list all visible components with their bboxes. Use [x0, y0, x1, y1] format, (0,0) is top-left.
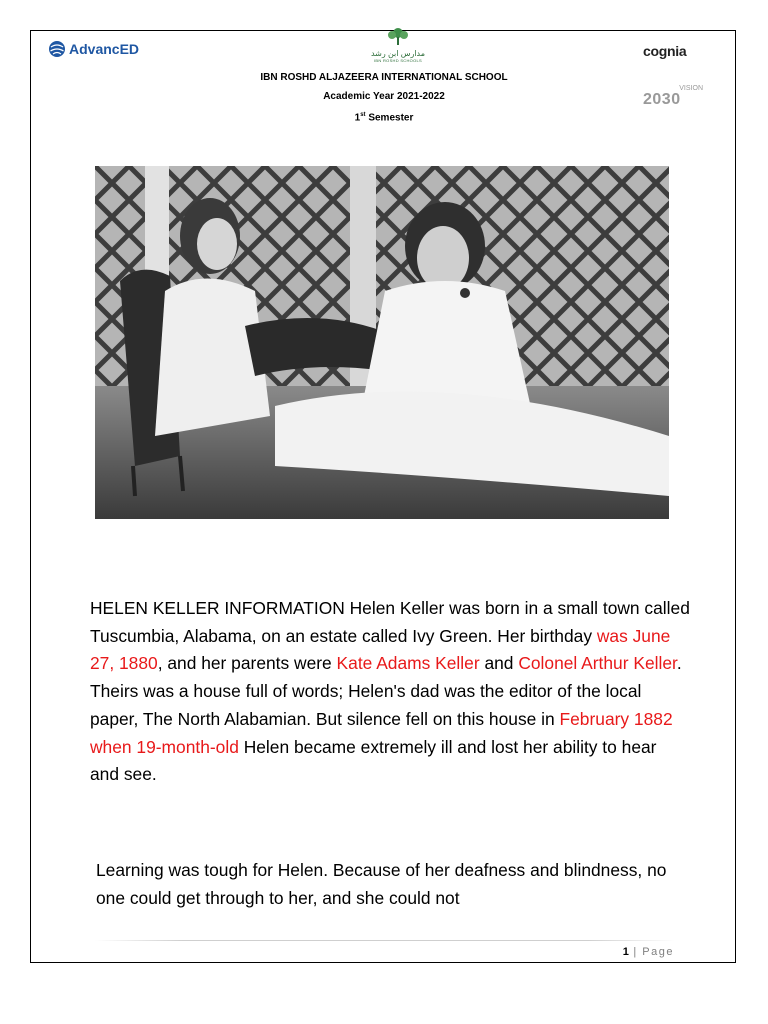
- p1-highlight-illness-date: February 1882 when 19-month-old: [90, 708, 673, 757]
- semester-suffix: st: [360, 112, 366, 118]
- page-separator: |: [628, 946, 643, 958]
- p1-text-1: HELEN KELLER INFORMATION Helen Keller was born in a small town called Tuscumbia, Alabama, on an estate called Ivy Green. Her birthday: [90, 598, 690, 646]
- p1-highlight-birthday: was June 27, 1880: [90, 625, 671, 674]
- footer-divider: [95, 940, 675, 941]
- historical-photo: [95, 166, 669, 519]
- paragraph-helen-keller-info: [90, 595, 690, 789]
- page-label: Page: [642, 946, 674, 958]
- page-footer: [623, 946, 674, 958]
- academic-year: Academic Year 2021-2022: [323, 91, 445, 102]
- p1-text-5: Helen became extremely ill and lost her ability to hear and see.: [90, 736, 657, 785]
- advanced-logo: [48, 40, 139, 58]
- paragraph-learning: Learning was tough for Helen. Because of her deafness and blindness, no one could get through to her, and she could not: [96, 860, 667, 908]
- semester-number: 1: [354, 112, 361, 124]
- p1-highlight-father: Colonel Arthur Keller: [518, 653, 677, 674]
- p1-text-3: and: [479, 653, 519, 674]
- p1-highlight-mother: Kate Adams Keller: [336, 653, 480, 674]
- semester: [0, 106, 768, 127]
- p1-text-4: . Theirs was a house full of words; Helen's dad was the editor of the local paper, The North Alabamian. But silence fell on this house in: [90, 653, 682, 729]
- p1-text-2: , and her parents were: [157, 653, 337, 674]
- vision-year: 2030: [643, 91, 681, 108]
- vision-label: VISION: [679, 85, 703, 92]
- advanced-logo-text: AdvancED: [69, 41, 140, 57]
- semester-word: Semester: [365, 112, 414, 124]
- document-header: [0, 68, 768, 127]
- page-number: 1: [622, 946, 629, 958]
- school-arabic-name: مدارس ابن رشد: [370, 49, 426, 58]
- cognia-logo: cognia: [643, 43, 687, 59]
- school-name: IBN ROSHD ALJAZEERA INTERNATIONAL SCHOOL: [260, 72, 508, 83]
- globe-icon: [48, 40, 66, 58]
- tree-icon: [383, 26, 413, 46]
- ibn-roshd-logo: [368, 26, 428, 63]
- school-logo-subtext: IBN ROSHD SCHOOLS: [374, 58, 422, 63]
